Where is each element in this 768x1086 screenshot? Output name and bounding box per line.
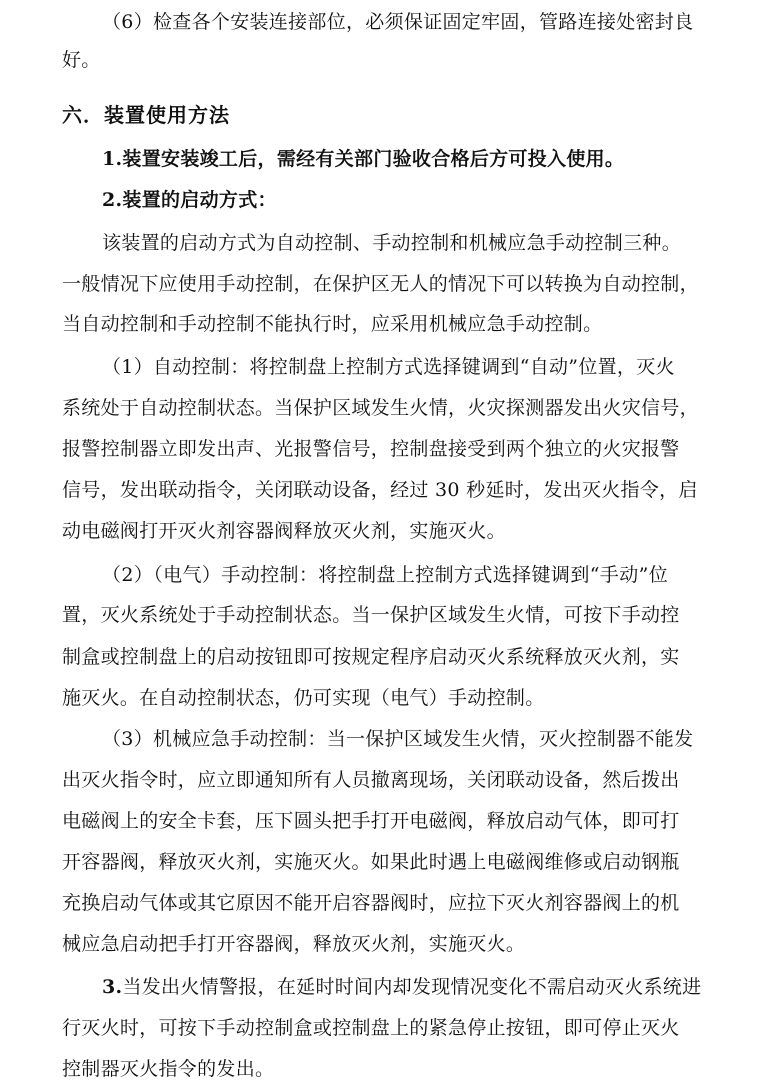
auto-control-line-3: 报警控制器立即发出声、光报警信号，控制盘接受到两个独立的火灾报警 (62, 438, 680, 460)
auto-control-line-4: 信号，发出联动指令，关闭联动设备，经过 30 秒延时，发出灭火指令，启 (62, 479, 698, 501)
manual-control-line-2: 置，灭火系统处于手动控制状态。当一保护区域发生火情，可按下手动控 (62, 604, 680, 626)
emergency-control-line-1: （3）机械应急手动控制：当一保护区域发生火情，灭火控制器不能发 (102, 728, 694, 750)
auto-control-line-5: 动电磁阀打开灭火剂容器阀释放灭火剂，实施灭火。 (62, 520, 506, 542)
emergency-control-line-5: 充换启动气体或其它原因不能开启容器阀时，应拉下灭火剂容器阀上的机 (62, 892, 680, 914)
auto-control-line-2: 系统处于自动控制状态。当保护区域发生火情，火灾探测器发出火灾信号， (62, 397, 699, 419)
manual-control-line-1: （2）（电气）手动控制：将控制盘上控制方式选择键调到“手动”位 (102, 564, 668, 586)
para-6-line-2: 好。 (62, 49, 101, 71)
manual-control-line-4: 施灭火。在自动控制状态，仍可实现（电气）手动控制。 (62, 687, 545, 709)
item-1-text: 1.装置安装竣工后，需经有关部门验收合格后方可投入使用。 (102, 148, 625, 170)
intro-line-3: 当自动控制和手动控制不能执行时，应采用机械应急手动控制。 (62, 313, 603, 335)
emergency-control-line-6: 械应急启动把手打开容器阀，释放灭火剂，实施灭火。 (62, 933, 526, 955)
para-6-line-1: （6）检查各个安装连接部位，必须保证固定牢固，管路连接处密封良 (102, 11, 694, 33)
emergency-control-line-2: 出灭火指令时，应立即通知所有人员撤离现场，关闭联动设备，然后拨出 (62, 769, 680, 791)
item-3-line-3: 控制器灭火指令的发出。 (62, 1058, 275, 1080)
item-2-text: 2.装置的启动方式： (102, 189, 277, 211)
item-3-number: 3. (102, 976, 123, 998)
auto-control-line-1: （1）自动控制：将控制盘上控制方式选择键调到“自动”位置，灭火 (102, 356, 675, 378)
emergency-control-line-4: 开容器阀，释放灭火剂，实施灭火。如果此时遇上电磁阀维修或启动钢瓶 (62, 851, 680, 873)
item-3-line-1 (102, 975, 702, 999)
emergency-control-line-3: 电磁阀上的安全卡套，压下圆头把手打开电磁阀，释放启动气体，即可打 (62, 810, 680, 832)
item-3-line-2: 行灭火时，可按下手动控制盒或控制盘上的紧急停止按钮，即可停止灭火 (62, 1017, 680, 1039)
intro-line-1: 该装置的启动方式为自动控制、手动控制和机械应急手动控制三种。 (102, 232, 682, 254)
intro-line-2: 一般情况下应使用手动控制，在保护区无人的情况下可以转换为自动控制， (62, 273, 699, 295)
manual-control-line-3: 制盒或控制盘上的启动按钮即可按规定程序启动灭火系统释放灭火剂，实 (62, 646, 680, 668)
section-heading: 六．装置使用方法 (62, 103, 230, 127)
item-3-line-1-text: 当发出火情警报，在延时时间内却发现情况变化不需启动灭火系统进 (122, 976, 702, 998)
